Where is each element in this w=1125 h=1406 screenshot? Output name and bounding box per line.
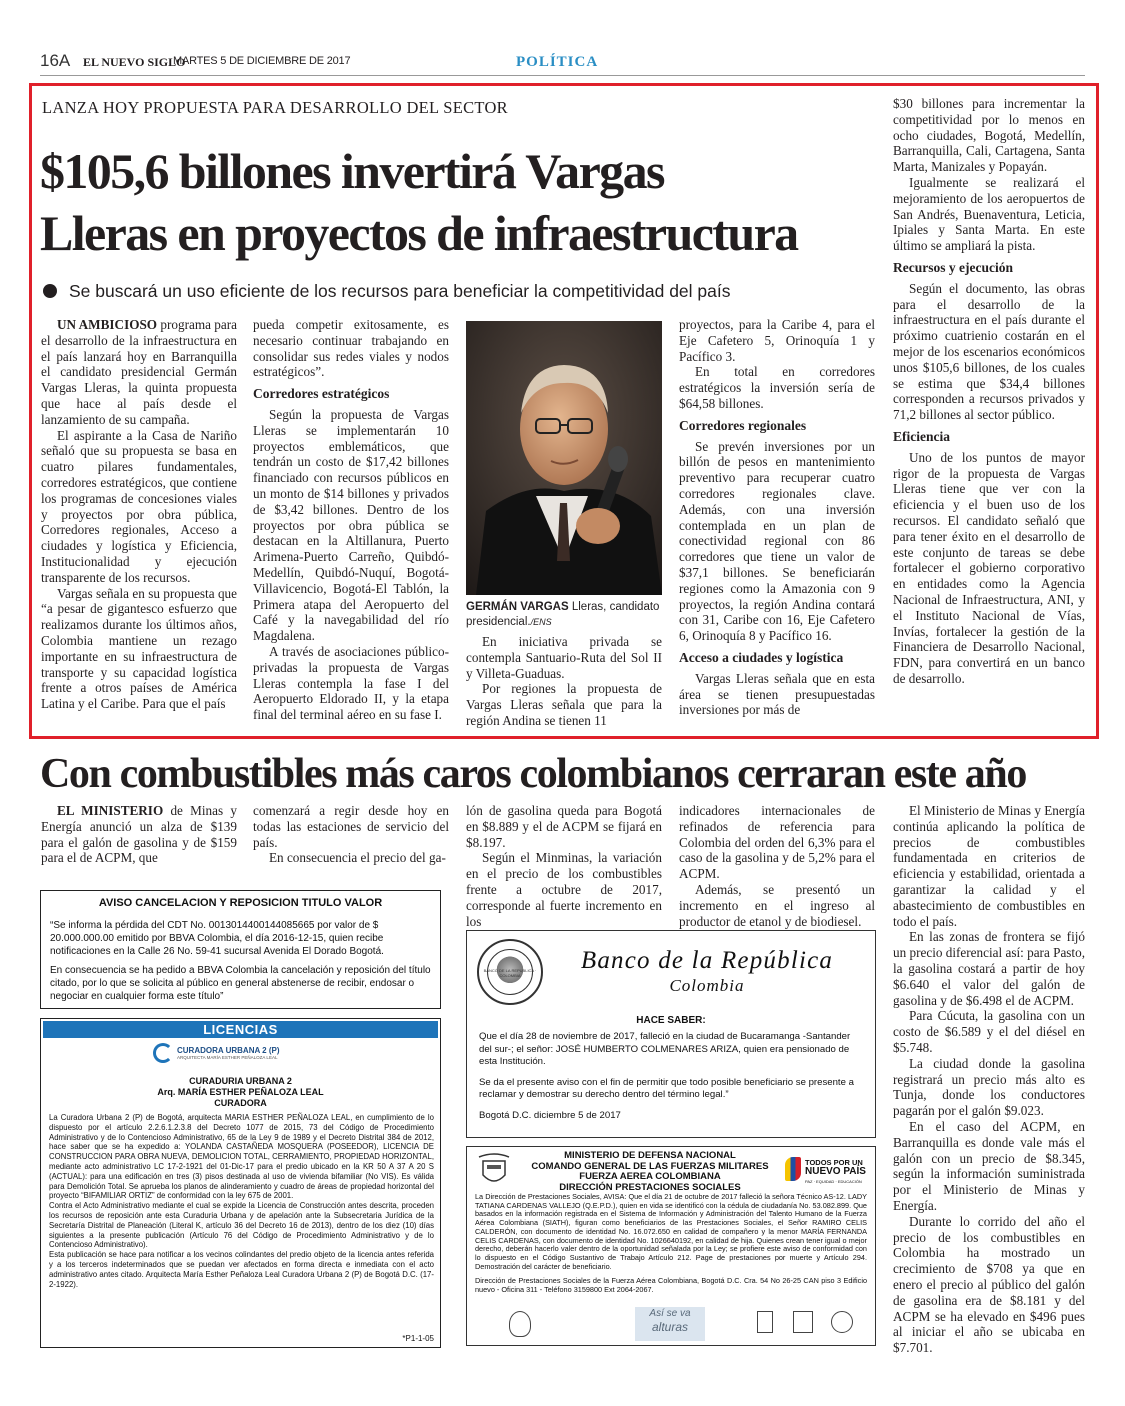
bullet-icon <box>43 284 57 298</box>
ad-code: *P1-1-05 <box>402 1334 434 1343</box>
candidate-photo <box>466 321 662 595</box>
logo-text: TODOS POR UN <box>805 1158 863 1167</box>
paragraph: Según la propuesta de Vargas Lleras se implementarán 10 proyectos emblemáticos, que tendrán un costo de $17,42 billones financiado con recursos públicos en un monto de $14 billones y privados de $3,42 billones. Dentro de los proyectos por obra pública se destacan en la Altillanura, Puerto Arimena-Puerto Carreño, Quibdó-Medellín, Quibdó-Nuquí, Bogotá-Villavicencio, Bogotá-El Tablón, la Primera atapa del Aeropuerto del Café y la navegabilidad del río Magdalena. <box>253 406 449 644</box>
ad-paragraph: Que el día 28 de noviembre de 2017, falleció en la ciudad de Bucaramanga -Santander del sur-; el señor: JOSÉ HUMBERTO COLMENARES ARIZA, quien era pensionado de esta Institución. <box>479 1031 851 1067</box>
curator-name: Arq. MARÍA ESTHER PEÑALOZA LEAL <box>157 1087 324 1097</box>
ad-paragraph: Esta publicación se hace para notificar a los vecinos colindantes del predio objeto de la licencia antes referida y a los terceros indeterminados que se puedan ver afectados en forma directa e inmediata con el acto administrativo antes citado. Arquitecta María Esther Peñaloza Leal Curadora Urbana 2 (P) de Bogotá D.C. (17-2-1922). <box>49 1250 434 1289</box>
paragraph: Igualmente se realizará el mejoramiento de los aeropuertos de San Andrés, Buenaventura, Leticia, Ipiales y Santa Marta. En este último se ampliará la pista. <box>893 174 1085 254</box>
emblem-icon <box>509 1311 531 1337</box>
article-title <box>40 140 798 264</box>
header-rule <box>40 75 1085 76</box>
header-date: MARTES 5 DE DICIEMBRE DE 2017 <box>173 55 351 67</box>
article1-column-5 <box>893 96 1085 687</box>
gov-logo-icon <box>785 1157 801 1181</box>
section-heading: Corredores estratégicos <box>253 386 390 402</box>
title-line-1: $105,6 billones invertirá Vargas <box>40 143 664 199</box>
seal-text: BANCO DE LA REPUBLICA · COLOMBIA <box>483 968 537 978</box>
gov-logo <box>785 1155 871 1189</box>
paper-name: EL NUEVO SIGLO <box>83 55 186 69</box>
paragraph: En las zonas de frontera se fijó un precio diferencial así: para Pasto, la gasolina costará a partir de hoy $6.640 el valor del galón de gasolina y de $6.498 el de ACPM. <box>893 929 1085 1008</box>
ad-paragraph: En consecuencia se ha pedido a BBVA Colombia la cancelación y reposición del título citado, por lo que se solicita al público en general abstenerse de recibir, endosar o negociar en cualquier forma este título” <box>50 965 431 1002</box>
footer-logos <box>475 1307 867 1341</box>
section-heading: Acceso a ciudades y logística <box>679 649 844 665</box>
defensa-ad <box>466 1146 876 1346</box>
paragraph: Además, se presentó un incremento en el ingreso al productor de etanol y de biodiesel. <box>679 881 875 929</box>
banco-country: Colombia <box>669 976 745 995</box>
photo-caption <box>466 600 666 630</box>
paragraph: Para Cúcuta, la gasolina con un costo de $6.589 y el del diésel en $5.748. <box>893 1008 1085 1055</box>
paragraph: El aspirante a la Casa de Nariño señaló que su propuesta se basa en cuatro pilares fundamentales, corredores estratégicos, que contiene los programas de concesiones viales y proyectos por obra pública, Corredores regionales, Acceso a ciudades y logística y Eficiencia, Institucionalidad y ejecución transparente de los recursos. <box>41 427 237 585</box>
slogan <box>635 1307 705 1341</box>
slogan-line: Así se va <box>649 1308 691 1319</box>
cdt-notice-ad <box>40 890 441 1009</box>
ad-paragraph: La Curadora Urbana 2 (P) de Bogotá, arquitecta MARIA ESTHER PEÑALOZA LEAL, en cumplimiento de lo dispuesto por el artículo 2.2.6.1.2.3.8 del Decreto 1077 de 2015, 73 del Código de Procedimiento Administrativo y de lo Contencioso Administrativo, 65 de la Ley 9 de 1989 y el Decreto Distrital 384 de 2012, hace saber que se ha expedido a: YOLANDA CASTAÑEDA MOSQUERA (POSEEDOR), LICENCIA DE CONSTRUCCION PARA OBRA NUEVA, DEMOLICION TOTAL, CERRAMIENTO, PROPIEDAD HORIZONTAL, mediante acto administrativo LC 17-2-1921 del 01-Dic-17 para el predio ubicado en la KR 50 A 37 A 20 S (ACTUAL): para una edificación en tres (3) pisos destinada al uso de vivienda bifamiliar (No VIS). Es válida para Demolición Total. Se aprueba los planos de alinderamiento y cuadro de áreas de propiedad horizontal del proyecto “BIFAMILIAR ORTIZ” de conformidad con la ley 675 de 2001. <box>49 1113 434 1201</box>
article2-column-3 <box>466 803 662 929</box>
paragraph: Según el Minminas, la variación en el precio de los combustibles frente a octubre de 2017, corresponde al fuerte incremento en los <box>466 850 662 929</box>
logo-text: CURADORA URBANA 2 (P) <box>177 1046 280 1055</box>
certification-icon <box>757 1311 773 1333</box>
ad-paragraph: La Dirección de Prestaciones Sociales, AVISA: Que el día 21 de octubre de 2017 falleció la señora Técnico AS-12. LADY TATIANA CARDENAS VALLEJO (Q.E.P.D.), quien en vida se identificó con la cédula de ciudadanía No. 53.082.899. Que basados en la información registrada en el Sistema de Información y Administración del Talento Humano de la Fuerza Aérea Colombiana (SIATH), figuran como beneficiarios de las Prestaciones Sociales, el Señor RAMIRO CELIS CALDERÓN, con documento de identidad No. 16.072.650 en calidad de compañero y la menor MARÍA FERNANDA CELIS CARDENAS, con documento de identidad No. 1026640192, en calidad de hija. Quienes crean tener igual o mejor derecho, deberán hacerlo valer dentro de la oportunidad señalada por la Ley; se profiere este aviso de conformidad con lo dispuesto en el Código Sustantivo de Trabajo Artículo 212. Page de prestaciones por muerte y Artículo 294. Demostración del carácter de beneficiario. <box>475 1192 867 1271</box>
paragraph: $30 billones para incrementar la competitividad por lo menos en ocho ciudades, Bogotá, Medellín, Barranquilla, Cali, Cartagena, Santa Marta, Manizales y Popayán. <box>893 96 1085 175</box>
paragraph <box>41 317 237 428</box>
page-number: 16A <box>40 51 71 70</box>
article-kicker: LANZA HOY PROPUESTA PARA DESARROLLO DEL SECTOR <box>42 98 508 117</box>
logo-text: PAZ · EQUIDAD · EDUCACIÓN <box>805 1179 862 1184</box>
article1-column-3 <box>466 634 662 729</box>
banco-name: Banco de la República <box>580 947 834 974</box>
article2-column-5 <box>893 803 1085 1356</box>
curadora-logo <box>153 1043 280 1063</box>
paragraph: La ciudad donde la gasolina registrará un precio más alto es Tunja, donde los conductores pagarán por el galón $9.023. <box>893 1055 1085 1119</box>
certification-icon <box>793 1311 813 1333</box>
paragraph: En el caso del ACPM, en Barranquilla es donde vale más el galón con un precio de $8.345, según la información suministrada por el Ministerio de Minas y Energía. <box>893 1118 1085 1213</box>
section-heading: Eficiencia <box>893 428 950 444</box>
page-header <box>0 48 1125 78</box>
logo-subtext: ARQUITECTA MARÍA ESTHER PEÑALOZA LEAL <box>177 1055 278 1060</box>
candidate-photo-image <box>466 321 662 595</box>
org-name: CURADURIA URBANA 2 <box>189 1076 292 1086</box>
paragraph: indicadores internacionales de refinados de referencia para Colombia del orden del 6,3% para el caso de la gasolina y de 5,2% para el ACPM. <box>679 803 875 882</box>
hace-saber: HACE SABER: <box>636 1015 706 1026</box>
org-line: COMANDO GENERAL DE LAS FUERZAS MILITARES <box>531 1160 769 1172</box>
caption-text: Lleras, candidato presidencial. <box>466 601 660 628</box>
paragraph: proyectos, para la Caribe 4, para el Eje Cafetero 5, Orinoquía 1 y Pacífico 3. <box>679 317 875 364</box>
section-heading: Corredores regionales <box>679 417 807 433</box>
coat-of-arms-icon <box>477 1153 511 1189</box>
lead-in: EL MINISTERIO <box>57 803 164 818</box>
ad-paragraph: “Se informa la pérdida del CDT No. 0013014400144085665 por valor de $ 20.000.000.00 emitido por BBVA Colombia, el día 2016-12-15, quien recibe notificaciones en la Calle 26 No. 59-41 sucursal Avenida El Dorado Bogotá. <box>50 920 384 957</box>
article-subtitle <box>43 281 731 302</box>
paragraph-text: programa para el desarrollo de la infraestructura en el país lanzará hoy en Barranquilla el candidato presidencial Germán Vargas Lleras, la quinta propuesta que hace al país desde el lanzamiento de su campaña. <box>41 317 237 427</box>
paragraph: Vargas Lleras señala que en esta área se tienen presupuestadas inversiones por más de <box>679 670 875 718</box>
caption-credit: /ENS <box>530 617 552 627</box>
paragraph: Se prevén inversiones por un billón de pesos en mantenimiento preventivo para recuperar cuatro corredores regionales clave. Además, con una inversión contemplada en un plan de conectividad regional con 86 corredores que tiene un valor de $37,1 billones. Se beneficiarán regiones como la Amazonia con 9 proyectos, la región Andina contará con 31, Caribe con 16, Eje Cafetero 6, Orinoquía 8 y Pacífico 16. <box>679 438 875 644</box>
slogan-line: alturas <box>651 1320 689 1334</box>
article1-column-4 <box>679 317 875 718</box>
section-heading: Recursos y ejecución <box>893 259 1013 275</box>
ad-paragraph: Se da el presente aviso con el fin de permitir que todo posible beneficiario se presente a reclamar y demostrar su derecho dentro del término legal.” <box>479 1076 854 1100</box>
paragraph: pueda competir exitosamente, es necesario continuar trabajando en consolidar sus redes viales y nodos estratégicos”. <box>253 317 449 380</box>
article2-column-4 <box>679 803 875 929</box>
paragraph: En total en corredores estratégicos la inversión sería de $64,58 billones. <box>679 364 875 411</box>
paragraph: comenzará a regir desde hoy en todas las estaciones de servicio del país. <box>253 803 449 850</box>
article2-column-2 <box>253 803 449 866</box>
lead-in: UN AMBICIOSO <box>57 317 158 332</box>
paragraph: El Ministerio de Minas y Energía continúa aplicando la política de precios de combustibles fundamentada en criterios de eficiencia y estabilidad, orientada a garantizar la calidad y el abastecimiento de combustibles en todo el país. <box>893 803 1085 929</box>
paragraph: Durante lo corrido del año el precio de los combustibles en Colombia ha mostrado un crecimiento de $708 ya que en enero el precio al público del galón de gasolina era de $8.181 y del ACPM se ha elevado en $496 pues al iniciar el año se ubicaba en $7.701. <box>893 1213 1085 1356</box>
curadora-logo-icon <box>153 1043 173 1063</box>
ad-paragraph: Contra el Acto Administrativo mediante el cual se expide la Licencia de Construcción antes descrita, proceden los recursos de reposición ante esta Curaduria Urbana y de apelación ante la Subsecretaria Jurídica de la Secretaría Distrital de Planeación (Literal K, artículo 36 del Decreto 16 de 2013), dentro de los diez (10) días siguientes a la presente publicación (Artículo 76 del Código de Procedimiento Administrativo y de lo Contencioso Administrativo). <box>49 1201 434 1250</box>
paragraph: Vargas señala en su propuesta que “a pesar de gigantesco esfuerzo que realizamos durante los últimos años, Colombia mantiene un rezago importante en su infraestructura de transporte y su capacidad logística frente a otros países de América Latina y el Caribe. Para que el país <box>41 585 237 712</box>
paragraph: A través de asociaciones público-privadas la propuesta de Vargas Lleras contempla la fase I del Aeropuerto Eldorado II, y la etapa final del terminal aéreo en su fase I. <box>253 643 449 723</box>
ad-title: AVISO CANCELACION Y REPOSICION TITULO VALOR <box>98 897 383 909</box>
curator-role: CURADORA <box>214 1098 267 1108</box>
paragraph: lón de gasolina queda para Bogotá en $8.889 y el de ACPM se fijará en $8.197. <box>466 803 662 850</box>
licencias-ad <box>40 1018 441 1348</box>
article2-column-1 <box>41 803 237 866</box>
org-line: DIRECCIÓN PRESTACIONES SOCIALES <box>559 1181 741 1193</box>
paragraph-text: de Minas y Energía anunció un alza de $139 para el galón de gasolina y de $159 para el de ACPM, que <box>41 803 237 866</box>
article1-column-1 <box>41 317 237 712</box>
paragraph: En iniciativa privada se contempla Santuario-Ruta del Sol II y Villeta-Guaduas. <box>466 634 662 681</box>
org-line: FUERZA AEREA COLOMBIANA <box>579 1171 721 1182</box>
section-name: POLÍTICA <box>516 54 599 70</box>
article2-title: Con combustibles más caros colombianos cerraran este año <box>40 751 1026 797</box>
ad-date: Bogotá D.C. diciembre 5 de 2017 <box>479 1109 621 1121</box>
paragraph <box>41 803 237 866</box>
licencias-header: LICENCIAS <box>43 1021 438 1038</box>
caption-name: GERMÁN VARGAS <box>466 601 569 613</box>
paragraph: Por regiones la propuesta de Vargas Lleras señala que para la región Andina se tienen 11 <box>466 681 662 728</box>
article1-column-2 <box>253 317 449 723</box>
banco-republica-ad <box>466 930 876 1138</box>
paragraph: Uno de los puntos de mayor rigor de la propuesta de Vargas Lleras tiene que ver con la eficiencia y el buen uso de los recursos. El candidato señaló que para tener éxito en el desarrollo de este conjunto de tareas se debe fortalecer el gobierno corporativo en entidades como la Agencia Nacional de Infraestructura, ANI, y el Instituto Nacional de Vías, Invías, fortalecer la gestión de la Financiera de Desarrollo Nacional, FDN, para convertirá en un banco de desarrollo. <box>893 449 1085 686</box>
logo-text: NUEVO PAÍS <box>805 1166 866 1177</box>
paragraph: En consecuencia el precio del ga- <box>269 850 446 866</box>
subtitle-text: Se buscará un uso eficiente de los recursos para beneficiar la competitividad del país <box>69 281 731 301</box>
paragraph: Según el documento, las obras para el desarrollo de la infraestructura en el país durante el próximo cuatrienio costarán en el mejor de los escenarios económicos unos $105,6 billones, de los cuales se estima que $34,4 billones corresponden a recursos privados y 71,2 billones al sector público. <box>893 280 1085 423</box>
certification-icon <box>831 1311 853 1333</box>
banco-seal-icon <box>477 939 543 1005</box>
org-line: MINISTERIO DE DEFENSA NACIONAL <box>564 1150 736 1161</box>
ad-address: Dirección de Prestaciones Sociales de la Fuerza Aérea Colombiana, Bogotá D.C. Cra. 54 No 26-25 CAN piso 3 Edificio nuevo - Oficina 311 - Teléfono 3159800 Ext 2064-2067. <box>475 1276 867 1295</box>
title-line-2: Lleras en proyectos de infraestructura <box>40 205 798 261</box>
